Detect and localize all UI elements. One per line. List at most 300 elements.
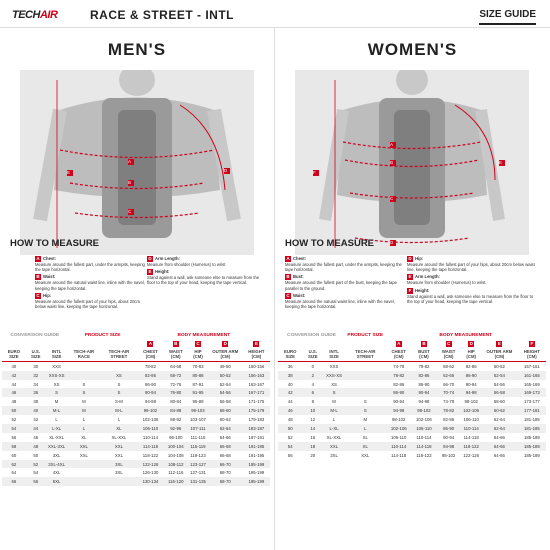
- table-cell: 122-126: [463, 452, 480, 458]
- table-cell: 68-70: [219, 470, 231, 476]
- table-cell: 60: [11, 452, 17, 458]
- table-cell: 102-106: [142, 417, 159, 423]
- table-cell: 94-98: [385, 406, 412, 415]
- table-cell: 131-135: [190, 479, 206, 485]
- table-cell: 87-91: [192, 381, 204, 387]
- table-cell: [68, 477, 101, 486]
- column-letter: [345, 340, 385, 349]
- table-cell: [68, 371, 101, 380]
- table-cell: 20: [310, 452, 316, 458]
- table-cell: 40: [26, 406, 46, 415]
- table-cell: 3XL-4XL: [46, 460, 68, 469]
- table-cell: XS: [331, 381, 337, 387]
- column-header: TECH-AIR STREET: [354, 349, 376, 360]
- table-letter-row: [2, 340, 270, 349]
- table-cell: 46: [33, 434, 39, 440]
- table-cell: 115-119: [188, 442, 207, 451]
- table-cell: 54-56: [493, 381, 505, 387]
- table-cell: 103-107: [190, 417, 206, 423]
- table-cell: 94-98: [436, 442, 461, 451]
- column-header: CHEST (CM): [143, 349, 158, 360]
- table-cell: 114-118: [412, 442, 436, 451]
- table-cell: 112-116: [168, 470, 184, 476]
- table-cell: XXL: [68, 442, 101, 451]
- table-cell: 64-68: [170, 363, 182, 369]
- table-cell: 165-169: [524, 381, 540, 387]
- table-row: [2, 451, 270, 460]
- table-cell: L: [55, 417, 58, 423]
- table-row: [2, 380, 270, 389]
- table-cell: 106-110: [138, 424, 164, 433]
- column-letter: [163, 340, 188, 349]
- column-header: U.S. SIZE: [308, 349, 318, 360]
- table-row: [278, 451, 546, 460]
- column-letter: [188, 340, 207, 349]
- label-d: D: [390, 240, 396, 246]
- table-cell: 96-100: [169, 434, 183, 440]
- instruction-chest: A Chest: Measure around the fullest part, under the armpits, keeping the tape horizontal.: [285, 256, 402, 273]
- table-cell: 110-114: [461, 424, 481, 433]
- table-cell: 66-70: [208, 460, 243, 469]
- table-cell: 84-88: [163, 406, 188, 415]
- table-cell: [345, 371, 385, 380]
- column-letter: [436, 340, 461, 349]
- column-letter: [385, 340, 412, 349]
- table-cell: 157-161: [524, 363, 540, 369]
- table-cell: S: [323, 388, 345, 397]
- instruction-height: E Height: Stand against a wall, ask someone else to measure from the floor to the top of your head, keeping the tape vertical.: [147, 269, 260, 286]
- table-cell: 66-70: [443, 381, 455, 387]
- table-cell: 10: [303, 406, 324, 415]
- table-cell: 68-72: [163, 371, 188, 380]
- label-a: A: [390, 142, 396, 148]
- table-cell: 183-187: [243, 424, 270, 433]
- mens-title: MEN'S: [107, 40, 167, 59]
- table-cell: 4: [311, 381, 314, 387]
- column-header: OUTER ARM (CM): [486, 349, 513, 360]
- table-cell: M: [54, 399, 59, 405]
- measure-letter-badge: E: [497, 341, 501, 347]
- table-cell: 44: [11, 381, 17, 387]
- table-row: [2, 371, 270, 380]
- column-letter: [68, 340, 101, 349]
- table-cell: 114-118: [463, 434, 479, 440]
- table-cell: 30: [33, 363, 39, 369]
- table-cell: 82-86: [412, 371, 436, 380]
- table-cell: 32: [26, 371, 46, 380]
- table-cell: 90-94: [465, 381, 477, 387]
- table-cell: 60-62: [481, 406, 518, 415]
- table-cell: 18: [303, 442, 324, 451]
- column-header: HIP (CM): [466, 349, 476, 360]
- table-cell: 58: [2, 442, 26, 451]
- table-cell: 181-185: [518, 424, 546, 433]
- instruction-height: F Height: Stand against a wall, ask someone else to measure from the floor to the top of your head, keeping the tape vertical.: [407, 287, 534, 304]
- table-cell: 167-171: [243, 388, 270, 397]
- table-cell: M-L: [323, 406, 345, 415]
- table-cell: 90-94: [393, 399, 405, 405]
- table-cell: 92-96: [163, 424, 188, 433]
- table-cell: XS: [100, 371, 137, 380]
- table-cell: M: [68, 406, 101, 415]
- column-header: HEIGHT (CM): [248, 349, 265, 360]
- table-cell: 173-177: [524, 399, 540, 405]
- table-cell: XXS-XS: [46, 371, 68, 380]
- table-row: [278, 424, 546, 433]
- conversion-guide-header: CONVERSION GUIDE: [10, 332, 60, 338]
- measure-letter-badge: E: [254, 341, 258, 347]
- table-cell: 94-98: [144, 399, 156, 405]
- column-header: BUST (CM): [418, 349, 430, 360]
- table-cell: 52: [26, 460, 46, 469]
- table-cell: [100, 362, 137, 371]
- table-cell: 123-127: [190, 461, 206, 467]
- label-a: A: [128, 159, 134, 165]
- table-row: [2, 468, 270, 477]
- table-cell: 40: [287, 381, 293, 387]
- table-cell: [100, 477, 137, 486]
- table-row: [278, 415, 546, 424]
- table-cell: 91-95: [188, 388, 207, 397]
- table-cell: XL: [345, 442, 385, 451]
- instruction-waist: B Waist: Measure around the natural waist line, inline with the navel, keeping the tape horizontal.: [35, 274, 145, 291]
- table-cell: XL-XXL: [111, 434, 127, 440]
- table-cell: 110-114: [142, 434, 159, 440]
- table-cell: 118-122: [416, 452, 432, 458]
- table-cell: 68-70: [208, 477, 243, 486]
- table-row: [2, 415, 270, 424]
- table-cell: XL: [100, 424, 137, 433]
- table-row: [2, 397, 270, 406]
- table-cell: 56: [26, 477, 46, 486]
- measure-letter-badge: A: [397, 341, 401, 347]
- table-cell: S: [345, 406, 385, 415]
- table-cell: 38: [33, 399, 39, 405]
- table-cell: 118-122: [142, 452, 159, 458]
- table-cell: XXL: [114, 452, 123, 458]
- table-letter-row: [278, 340, 546, 349]
- table-cell: 98-102: [441, 452, 456, 458]
- table-cell: 86-90: [144, 381, 156, 387]
- table-cell: 74-78: [393, 363, 405, 369]
- table-cell: L: [68, 424, 101, 433]
- table-row: [2, 433, 270, 442]
- mens-back-illustration: [20, 70, 254, 255]
- table-cell: S-M: [114, 399, 123, 405]
- table-cell: L: [332, 417, 336, 423]
- table-row: [278, 388, 546, 397]
- table-cell: 12: [310, 417, 316, 423]
- conversion-guide-header: CONVERSION GUIDE: [287, 332, 336, 338]
- table-row: [2, 460, 270, 469]
- instruction-waist: C Waist: Measure around the natural waist line, inline with the navel, keeping the tape horizontal.: [285, 292, 395, 310]
- table-cell: 86-90: [461, 371, 481, 380]
- table-cell: 82-86: [138, 371, 164, 380]
- table-cell: 2: [303, 371, 324, 380]
- table-row: [2, 362, 270, 371]
- table-cell: [345, 388, 385, 397]
- table-cell: XXL: [323, 442, 345, 451]
- mens-how-to-measure: HOW TO MEASURE: [10, 238, 100, 249]
- page-header: [0, 0, 550, 28]
- table-cell: 52-54: [481, 371, 518, 380]
- table-cell: 52-54: [219, 381, 231, 387]
- column-header: OUTER ARM (CM): [212, 349, 239, 360]
- table-cell: XXS-XS: [323, 371, 345, 380]
- table-cell: 78-82: [144, 363, 156, 369]
- table-cell: 48: [11, 399, 17, 405]
- table-cell: 5XL: [46, 477, 68, 486]
- table-row: [278, 397, 546, 406]
- table-row: [278, 442, 546, 451]
- table-cell: 66: [2, 477, 26, 486]
- column-header: CHEST (CM): [391, 349, 407, 360]
- table-cell: 48: [26, 442, 46, 451]
- table-cell: 64: [11, 470, 17, 476]
- table-cell: 98-102: [464, 399, 478, 405]
- table-cell: 40: [11, 363, 17, 369]
- label-f: F: [313, 170, 319, 176]
- table-cell: L-XL: [46, 424, 68, 433]
- table-cell: 126-130: [142, 470, 159, 476]
- column-letter: [26, 340, 46, 349]
- column-letter: [100, 340, 137, 349]
- mens-section: [0, 28, 274, 550]
- table-cell: 94-98: [461, 388, 481, 397]
- table-cell: S: [68, 388, 101, 397]
- table-cell: 82-86: [443, 417, 455, 423]
- womens-instructions-col2: [407, 256, 537, 306]
- instruction-hip: D Hip: Measure around the fullest part of your hips, about 20cm below waist line, keeping the tape horizontal.: [407, 256, 535, 273]
- column-letter: [412, 340, 436, 349]
- instruction-bust: B Bust: Measure around the fullest part of the bust, keeping the tape parallel to the ground.: [285, 274, 397, 291]
- column-header: HEIGHT (CM): [523, 349, 541, 360]
- instruction-chest: A Chest: Measure around the fullest part, under the armpits, keeping the tape horizontal.: [35, 256, 145, 273]
- table-cell: 106-110: [391, 434, 407, 440]
- table-cell: L-XL: [323, 424, 345, 433]
- table-cell: XS: [53, 381, 60, 387]
- table-cell: 64-66: [493, 434, 505, 440]
- table-cell: 108-112: [163, 460, 188, 469]
- table-cell: L: [345, 424, 385, 433]
- mens-size-table: [2, 331, 270, 486]
- page-title: RACE & STREET - INTL: [90, 8, 234, 22]
- table-cell: 3XL: [330, 452, 338, 458]
- table-cell: 82-86: [393, 381, 405, 387]
- table-cell: S: [82, 381, 86, 387]
- womens-body-figure: [295, 70, 529, 255]
- table-cell: 98-102: [138, 406, 164, 415]
- table-cell: 185-189: [518, 442, 546, 451]
- table-cell: 58-60: [208, 406, 243, 415]
- table-cell: 106-110: [463, 417, 479, 423]
- column-header: WAIST (CM): [168, 349, 183, 360]
- column-header: TECH-AIR STREET: [108, 349, 130, 360]
- column-letter: [208, 340, 243, 349]
- womens-how-to-measure: HOW TO MEASURE: [285, 238, 375, 249]
- table-cell: 102-106: [463, 408, 480, 414]
- table-cell: 50: [278, 424, 303, 433]
- table-cell: XXL: [100, 442, 137, 451]
- table-cell: 52: [287, 434, 293, 440]
- measure-letter-badge: C: [447, 341, 451, 347]
- column-letter: [278, 340, 303, 349]
- table-cell: XXL-3XL: [46, 442, 68, 451]
- table-cell: 185-189: [524, 452, 540, 458]
- label-b: B: [128, 180, 134, 186]
- table-cell: XXL: [79, 452, 88, 458]
- table-cell: 56: [11, 434, 17, 440]
- table-cell: 44: [26, 424, 46, 433]
- table-cell: 54-56: [208, 388, 243, 397]
- table-cell: 100-104: [163, 442, 188, 451]
- table-cell: 16: [310, 434, 316, 440]
- table-cell: M-L: [46, 406, 68, 415]
- column-letter: [518, 340, 546, 349]
- table-cell: 62: [2, 460, 26, 469]
- body-measurement-header: BODY MEASUREMENT: [439, 332, 493, 338]
- table-cell: 86-90: [418, 381, 430, 387]
- table-cell: 58-62: [443, 363, 455, 369]
- table-cell: 95-99: [192, 399, 204, 405]
- table-cell: 70-83: [192, 363, 204, 369]
- table-cell: 169-173: [518, 388, 546, 397]
- table-cell: XXS: [329, 363, 339, 369]
- table-cell: XL-XXL: [326, 434, 342, 440]
- table-cell: 82-86: [465, 363, 477, 369]
- table-row: [2, 406, 270, 415]
- table-cell: 62-64: [481, 424, 518, 433]
- table-cell: [68, 468, 101, 477]
- table-cell: 185-189: [524, 434, 540, 440]
- table-cell: 14: [303, 424, 324, 433]
- table-cell: XL: [81, 434, 87, 440]
- table-cell: 66-68: [219, 452, 231, 458]
- table-cell: 80-88: [188, 371, 207, 380]
- table-cell: 175-179: [243, 406, 270, 415]
- table-cell: 187-191: [248, 434, 265, 440]
- table-cell: 3XL: [100, 460, 137, 469]
- table-cell: 116-120: [163, 477, 188, 486]
- table-cell: 38: [278, 371, 303, 380]
- table-cell: 90-94: [443, 434, 455, 440]
- measure-letter-badge: A: [148, 341, 153, 347]
- table-cell: M: [332, 399, 336, 405]
- table-cell: S: [363, 399, 367, 405]
- label-c: C: [128, 209, 134, 215]
- table-cell: 70-74: [436, 388, 461, 397]
- measure-letter-badge: F: [530, 341, 534, 347]
- table-row: [2, 442, 270, 451]
- column-header: EURO SIZE: [7, 349, 21, 360]
- table-cell: 72-76: [170, 381, 182, 387]
- column-header: U.S. SIZE: [30, 349, 41, 360]
- table-cell: 78-82: [385, 371, 412, 380]
- column-letter: [46, 340, 68, 349]
- table-row: [2, 424, 270, 433]
- table-cell: M-L: [100, 406, 137, 415]
- label-d: D: [224, 168, 230, 174]
- table-header-row: [278, 349, 546, 362]
- womens-instructions-col1: [285, 256, 405, 311]
- instruction-hip: C Hip: Measure around the fullest part of your hips, about 20cm below waist line, keeping the tape horizontal.: [35, 292, 140, 310]
- column-header: WAIST (CM): [441, 349, 456, 360]
- table-cell: 122-126: [138, 460, 164, 469]
- table-cell: [68, 362, 101, 371]
- table-cell: 36: [287, 363, 293, 369]
- size-guide-label: SIZE GUIDE: [479, 9, 536, 25]
- column-letter: [481, 340, 518, 349]
- table-cell: M: [363, 417, 368, 423]
- product-size-header: PRODUCT SIZE: [347, 332, 384, 338]
- column-header: INTL SIZE: [329, 349, 339, 360]
- table-cell: 48: [287, 417, 293, 423]
- table-cell: 50: [33, 452, 39, 458]
- table-cell: 98-102: [412, 406, 436, 415]
- table-cell: 0: [311, 363, 314, 369]
- table-cell: 110-114: [385, 442, 412, 451]
- label-e: E: [499, 160, 505, 166]
- column-letter: [303, 340, 324, 349]
- table-cell: 54: [2, 424, 26, 433]
- table-cell: 64-66: [493, 452, 505, 458]
- table-cell: [345, 380, 385, 389]
- table-cell: 44: [287, 399, 293, 405]
- table-cell: L: [117, 417, 121, 423]
- table-cell: XL-XXL: [49, 434, 64, 440]
- table-cell: 46: [2, 388, 26, 397]
- table-cell: 195-199: [243, 477, 270, 486]
- table-row: [278, 380, 546, 389]
- table-cell: S: [100, 388, 137, 397]
- table-cell: 110-114: [416, 434, 432, 440]
- table-cell: 156-163: [243, 371, 270, 380]
- mens-instructions-col1: [35, 256, 145, 311]
- table-cell: 42: [33, 417, 39, 423]
- table-cell: 50-52: [208, 371, 243, 380]
- table-cell: 3XL: [115, 470, 123, 476]
- table-cell: 177-181: [518, 406, 546, 415]
- label-c: C: [390, 196, 396, 202]
- table-cell: 191-195: [243, 442, 270, 451]
- table-row: [2, 477, 270, 486]
- table-cell: 99-103: [188, 406, 207, 415]
- table-cell: 74-78: [443, 399, 455, 405]
- table-cell: 52: [11, 417, 17, 423]
- table-cell: 42: [2, 371, 26, 380]
- table-cell: 111-115: [190, 434, 206, 440]
- column-letter: [243, 340, 270, 349]
- table-cell: 64-66: [481, 442, 518, 451]
- table-cell: 127-131: [190, 470, 206, 476]
- table-cell: 86-90: [385, 388, 412, 397]
- table-cell: 191-195: [248, 452, 265, 458]
- column-header: TECH-AIR RACE: [73, 349, 95, 360]
- table-cell: 78-82: [436, 406, 461, 415]
- table-cell: 54: [33, 470, 39, 476]
- table-cell: 102-106: [385, 424, 412, 433]
- womens-title: WOMEN'S: [367, 40, 458, 59]
- table-row: [2, 388, 270, 397]
- table-cell: 181-185: [524, 417, 540, 423]
- table-cell: 195-199: [248, 470, 265, 476]
- column-header: EURO SIZE: [284, 349, 297, 360]
- table-row: [278, 406, 546, 415]
- column-header: INTL SIZE: [51, 349, 62, 360]
- measure-letter-badge: D: [469, 341, 473, 347]
- table-cell: 107-111: [188, 424, 207, 433]
- body-measurement-header: BODY MEASUREMENT: [177, 332, 231, 338]
